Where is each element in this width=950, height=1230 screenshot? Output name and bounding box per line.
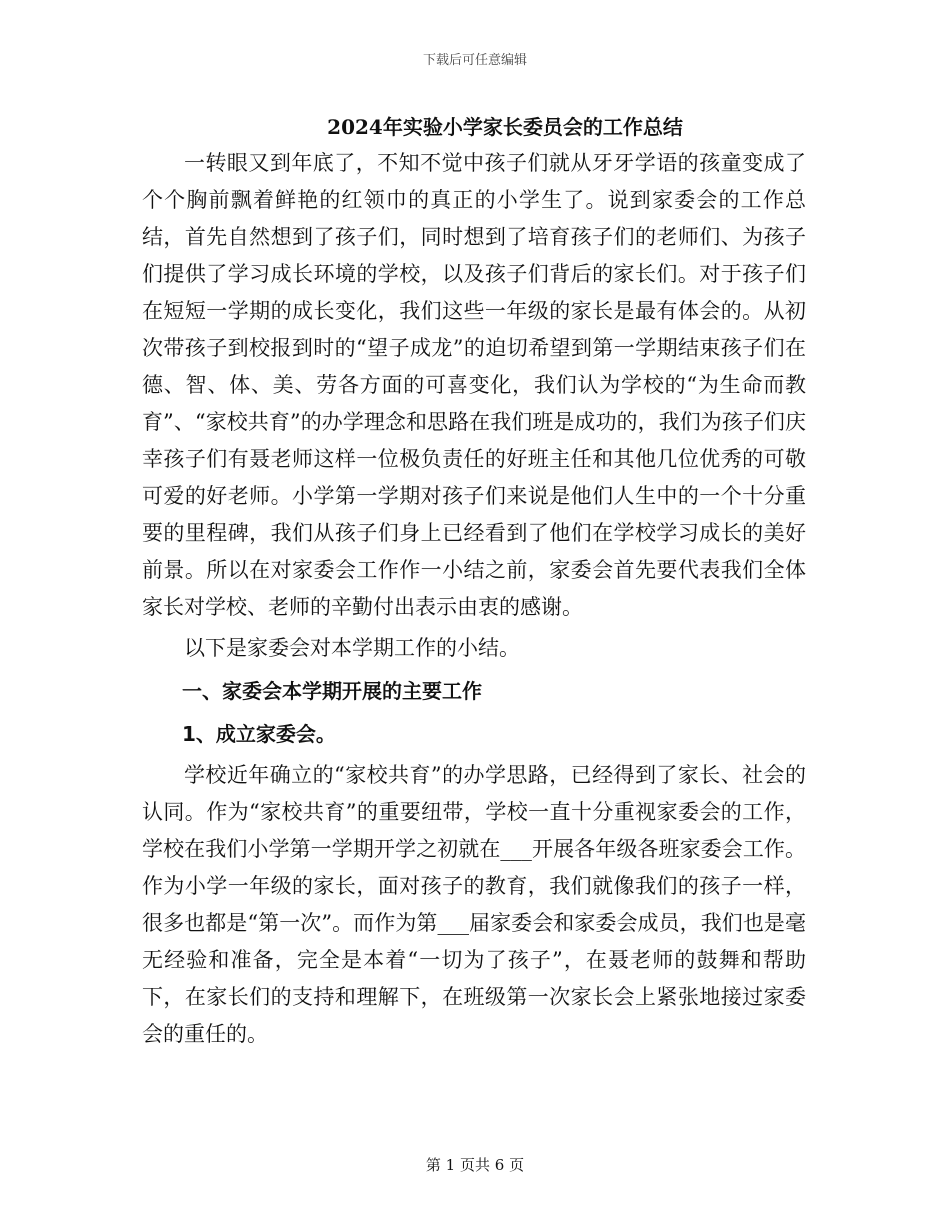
- body-paragraph: 学校近年确立的“家校共育”的办学思路，已经得到了家长、社会的认同。作为“家校共育”的重要纽带，学校一直十分重视家委会的工作，学校在我们小学第一学期开学之初就在___开展各年级各班家委会工作。作为小学一年级的家长，面对孩子的教育，我们就像我们的孩子一样，很多也都是“第一次”。而作为第___届家委会和家委会成员，我们也是毫无经验和准备，完全是本着“一切为了孩子”，在聂老师的鼓舞和帮助下，在家长们的支持和理解下，在班级第一次家长会上紧张地接过家委会的重任的。: [142, 763, 806, 1046]
- intro-paragraph: 一转眼又到年底了，不知不觉中孩子们就从牙牙学语的孩童变成了个个胸前飘着鲜艳的红领巾的真正的小学生了。说到家委会的工作总结，首先自然想到了孩子们，同时想到了培育孩子们的老师们、为孩子们提供了学习成长环境的学校，以及孩子们背后的家长们。对于孩子们在短短一学期的成长变化，我们这些一年级的家长是最有体会的。从初次带孩子到校报到时的“望子成龙”的迫切希望到第一学期结束孩子们在德、智、体、美、劳各方面的可喜变化，我们认为学校的“为生命而教育”、“家校共育”的办学理念和思路在我们班是成功的，我们为孩子们庆幸孩子们有聂老师这样一位极负责任的好班主任和其他几位优秀的可敬可爱的好老师。小学第一学期对孩子们来说是他们人生中的一个十分重要的里程碑，我们从孩子们身上已经看到了他们在学校学习成长的美好前景。所以在对家委会工作作一小结之前，家委会首先要代表我们全体家长对学校、老师的辛勤付出表示由衷的感谢。: [142, 151, 806, 619]
- section-heading: 一、家委会本学期开展的主要工作: [182, 679, 482, 703]
- subsection-heading: 1、成立家委会。: [182, 722, 336, 746]
- page-header-note: 下载后可任意编辑: [422, 53, 527, 68]
- document-body: [142, 145, 806, 1053]
- summary-intro-paragraph: 以下是家委会对本学期工作的小结。: [184, 636, 520, 660]
- document-title: 2024年实验小学家长委员会的工作总结: [327, 115, 683, 139]
- page-number-footer: 第 1 页共 6 页: [425, 1156, 525, 1174]
